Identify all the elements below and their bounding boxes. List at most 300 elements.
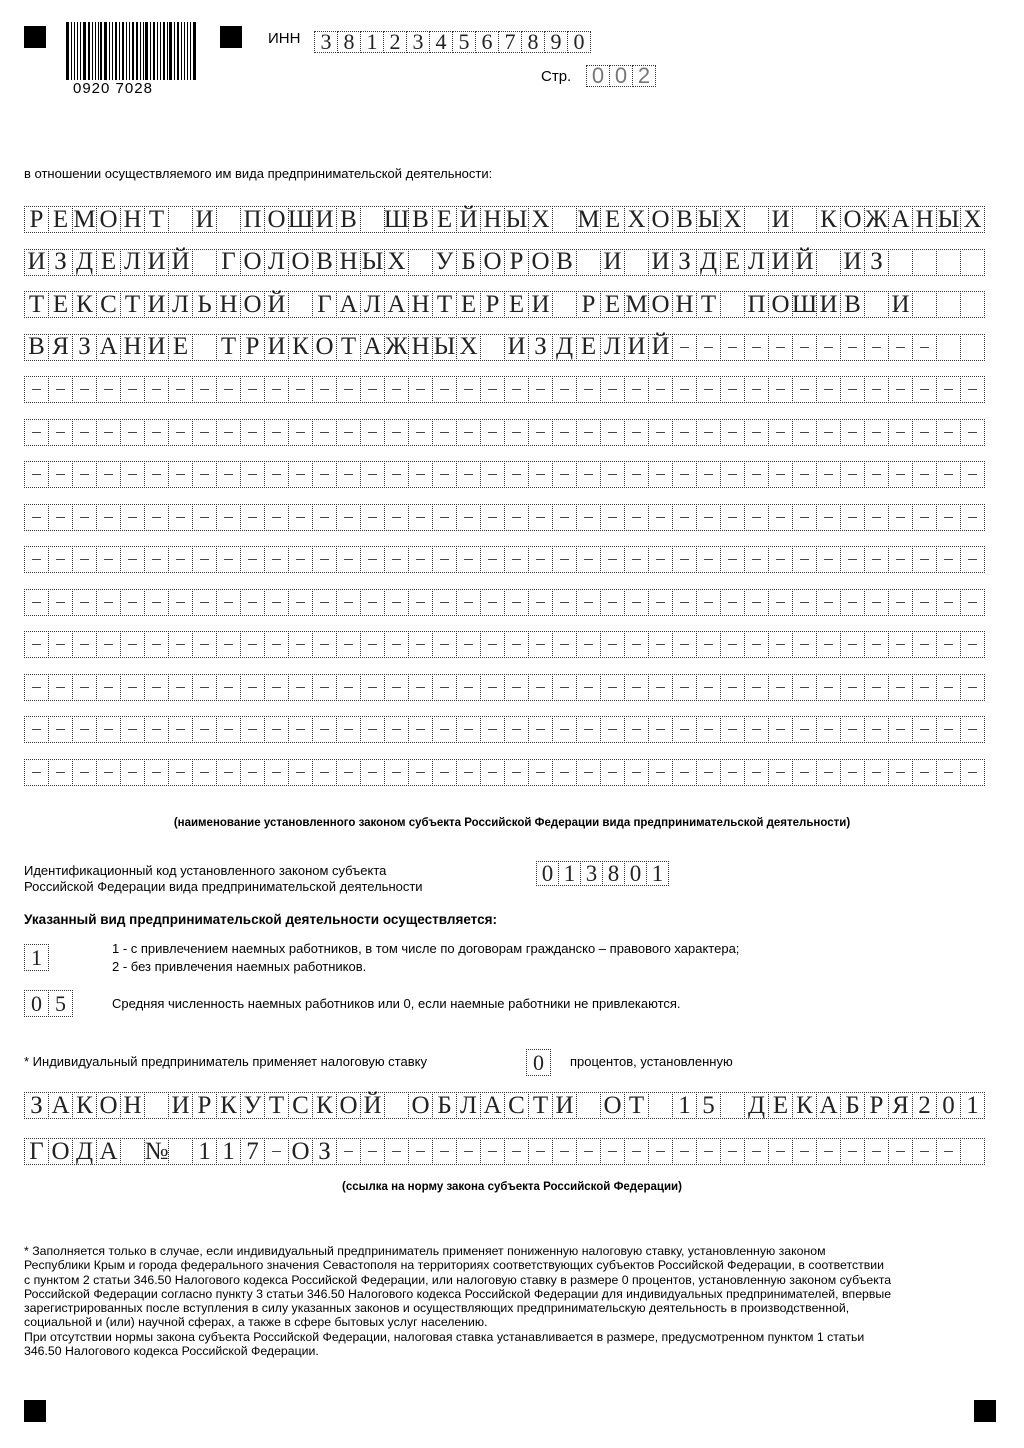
- letter-cell[interactable]: [216, 589, 241, 616]
- letter-cell[interactable]: [48, 546, 73, 573]
- letter-cell[interactable]: [240, 546, 265, 573]
- letter-cell[interactable]: [336, 716, 361, 743]
- letter-cell[interactable]: [696, 589, 721, 616]
- letter-cell[interactable]: [552, 631, 577, 658]
- letter-cell[interactable]: [288, 631, 313, 658]
- letter-cell[interactable]: [360, 419, 385, 446]
- letter-cell[interactable]: О: [648, 206, 673, 233]
- letter-cell[interactable]: Е: [600, 291, 625, 318]
- letter-cell[interactable]: 1: [672, 1092, 697, 1119]
- letter-cell[interactable]: [672, 631, 697, 658]
- letter-cell[interactable]: [384, 674, 409, 701]
- letter-cell[interactable]: [816, 716, 841, 743]
- letter-cell[interactable]: Д: [696, 249, 721, 276]
- letter-cell[interactable]: [96, 674, 121, 701]
- letter-cell[interactable]: [120, 546, 145, 573]
- letter-cell[interactable]: [72, 589, 97, 616]
- letter-cell[interactable]: [24, 376, 49, 403]
- letter-cell[interactable]: [792, 461, 817, 488]
- letter-cell[interactable]: [144, 759, 169, 786]
- letter-cell[interactable]: И: [528, 291, 553, 318]
- letter-cell[interactable]: [432, 759, 457, 786]
- letter-cell[interactable]: [240, 674, 265, 701]
- letter-cell[interactable]: [648, 546, 673, 573]
- letter-cell[interactable]: Т: [144, 206, 169, 233]
- letter-cell[interactable]: Е: [48, 206, 73, 233]
- letter-cell[interactable]: Е: [576, 334, 601, 361]
- letter-cell[interactable]: [264, 631, 289, 658]
- letter-cell[interactable]: [336, 461, 361, 488]
- employees-digit-cell[interactable]: 5: [48, 990, 73, 1017]
- letter-cell[interactable]: [192, 589, 217, 616]
- letter-cell[interactable]: [144, 1092, 169, 1119]
- letter-cell[interactable]: [192, 249, 217, 276]
- letter-cell[interactable]: [504, 546, 529, 573]
- letter-cell[interactable]: [288, 419, 313, 446]
- letter-cell[interactable]: [912, 631, 937, 658]
- letter-cell[interactable]: [24, 716, 49, 743]
- letter-cell[interactable]: О: [528, 249, 553, 276]
- letter-cell[interactable]: [744, 631, 769, 658]
- letter-cell[interactable]: [888, 674, 913, 701]
- letter-cell[interactable]: Л: [120, 249, 145, 276]
- letter-cell[interactable]: В: [840, 291, 865, 318]
- letter-cell[interactable]: [480, 334, 505, 361]
- letter-cell[interactable]: 2: [912, 1092, 937, 1119]
- letter-cell[interactable]: [384, 631, 409, 658]
- letter-cell[interactable]: [936, 504, 961, 531]
- letter-cell[interactable]: И: [144, 334, 169, 361]
- letter-cell[interactable]: [120, 631, 145, 658]
- letter-cell[interactable]: [456, 461, 481, 488]
- letter-cell[interactable]: Н: [408, 334, 433, 361]
- letter-cell[interactable]: [792, 1138, 817, 1165]
- letter-cell[interactable]: [672, 504, 697, 531]
- letter-cell[interactable]: [480, 716, 505, 743]
- letter-cell[interactable]: [768, 376, 793, 403]
- letter-cell[interactable]: Т: [336, 334, 361, 361]
- letter-cell[interactable]: [696, 1138, 721, 1165]
- letter-cell[interactable]: [624, 376, 649, 403]
- letter-cell[interactable]: [672, 1138, 697, 1165]
- letter-cell[interactable]: [480, 376, 505, 403]
- letter-cell[interactable]: [864, 716, 889, 743]
- letter-cell[interactable]: [768, 589, 793, 616]
- letter-cell[interactable]: И: [24, 249, 49, 276]
- letter-cell[interactable]: Й: [360, 1092, 385, 1119]
- letter-cell[interactable]: [192, 631, 217, 658]
- letter-cell[interactable]: [384, 716, 409, 743]
- letter-cell[interactable]: М: [625, 290, 648, 318]
- letter-cell[interactable]: [648, 674, 673, 701]
- letter-cell[interactable]: [264, 546, 289, 573]
- letter-cell[interactable]: В: [408, 206, 433, 233]
- letter-cell[interactable]: [168, 546, 193, 573]
- letter-cell[interactable]: О: [96, 1092, 121, 1119]
- letter-cell[interactable]: [672, 759, 697, 786]
- letter-cell[interactable]: [432, 716, 457, 743]
- letter-cell[interactable]: [360, 206, 385, 233]
- letter-cell[interactable]: И: [624, 334, 649, 361]
- letter-cell[interactable]: И: [504, 334, 529, 361]
- letter-cell[interactable]: Е: [768, 1092, 793, 1119]
- letter-cell[interactable]: [288, 589, 313, 616]
- letter-cell[interactable]: [408, 759, 433, 786]
- letter-cell[interactable]: [192, 461, 217, 488]
- letter-cell[interactable]: [216, 674, 241, 701]
- letter-cell[interactable]: [168, 504, 193, 531]
- letter-cell[interactable]: [936, 631, 961, 658]
- letter-cell[interactable]: П: [744, 291, 769, 318]
- letter-cell[interactable]: [840, 334, 865, 361]
- letter-cell[interactable]: [624, 759, 649, 786]
- letter-cell[interactable]: В: [24, 334, 49, 361]
- letter-cell[interactable]: [288, 504, 313, 531]
- letter-cell[interactable]: И: [144, 249, 169, 276]
- letter-cell[interactable]: [168, 631, 193, 658]
- letter-cell[interactable]: [264, 1138, 289, 1165]
- letter-cell[interactable]: [960, 291, 985, 318]
- letter-cell[interactable]: [24, 504, 49, 531]
- letter-cell[interactable]: [864, 419, 889, 446]
- letter-cell[interactable]: [936, 419, 961, 446]
- letter-cell[interactable]: И: [600, 249, 625, 276]
- letter-cell[interactable]: [504, 716, 529, 743]
- letter-cell[interactable]: Ы: [505, 205, 528, 233]
- letter-cell[interactable]: [552, 716, 577, 743]
- letter-cell[interactable]: [672, 546, 697, 573]
- page-digit-cell[interactable]: 0: [609, 65, 633, 87]
- letter-cell[interactable]: [120, 589, 145, 616]
- letter-cell[interactable]: [408, 1138, 433, 1165]
- letter-cell[interactable]: [648, 716, 673, 743]
- letter-cell[interactable]: [960, 759, 985, 786]
- letter-cell[interactable]: [432, 589, 457, 616]
- letter-cell[interactable]: [912, 759, 937, 786]
- code-digit-cell[interactable]: 8: [602, 861, 625, 886]
- letter-cell[interactable]: А: [96, 1138, 121, 1165]
- letter-cell[interactable]: [888, 546, 913, 573]
- letter-cell[interactable]: [216, 631, 241, 658]
- letter-cell[interactable]: [744, 1138, 769, 1165]
- letter-cell[interactable]: Л: [456, 1092, 481, 1119]
- letter-cell[interactable]: [408, 504, 433, 531]
- letter-cell[interactable]: [888, 759, 913, 786]
- letter-cell[interactable]: [192, 419, 217, 446]
- letter-cell[interactable]: [336, 1138, 361, 1165]
- letter-cell[interactable]: [480, 461, 505, 488]
- letter-cell[interactable]: [120, 1138, 145, 1165]
- letter-cell[interactable]: [96, 546, 121, 573]
- letter-cell[interactable]: [144, 674, 169, 701]
- code-digit-cell[interactable]: 1: [646, 861, 669, 886]
- letter-cell[interactable]: [936, 334, 961, 361]
- letter-cell[interactable]: [912, 674, 937, 701]
- letter-cell[interactable]: О: [408, 1092, 433, 1119]
- letter-cell[interactable]: С: [96, 291, 121, 318]
- letter-cell[interactable]: Ш: [287, 205, 314, 233]
- letter-cell[interactable]: Е: [432, 206, 457, 233]
- letter-cell[interactable]: [648, 376, 673, 403]
- letter-cell[interactable]: [528, 376, 553, 403]
- letter-cell[interactable]: [384, 589, 409, 616]
- letter-cell[interactable]: [744, 546, 769, 573]
- letter-cell[interactable]: А: [816, 1092, 841, 1119]
- letter-cell[interactable]: [624, 546, 649, 573]
- letter-cell[interactable]: [720, 716, 745, 743]
- letter-cell[interactable]: Н: [120, 206, 145, 233]
- letter-cell[interactable]: [336, 674, 361, 701]
- letter-cell[interactable]: [192, 716, 217, 743]
- page-digit-cell[interactable]: 0: [586, 65, 610, 87]
- letter-cell[interactable]: [432, 461, 457, 488]
- letter-cell[interactable]: [384, 504, 409, 531]
- letter-cell[interactable]: [240, 589, 265, 616]
- letter-cell[interactable]: [792, 419, 817, 446]
- letter-cell[interactable]: [840, 716, 865, 743]
- letter-cell[interactable]: [864, 674, 889, 701]
- letter-cell[interactable]: [816, 759, 841, 786]
- letter-cell[interactable]: К: [312, 1092, 337, 1119]
- letter-cell[interactable]: [312, 674, 337, 701]
- letter-cell[interactable]: 1: [216, 1138, 241, 1165]
- letter-cell[interactable]: [312, 419, 337, 446]
- inn-digit-cell[interactable]: 1: [360, 31, 384, 53]
- letter-cell[interactable]: [504, 759, 529, 786]
- letter-cell[interactable]: [792, 631, 817, 658]
- letter-cell[interactable]: Р: [480, 291, 505, 318]
- letter-cell[interactable]: [456, 546, 481, 573]
- inn-digit-cell[interactable]: 8: [337, 31, 361, 53]
- letter-cell[interactable]: З: [72, 334, 97, 361]
- letter-cell[interactable]: Ш: [383, 205, 410, 233]
- letter-cell[interactable]: [312, 716, 337, 743]
- letter-cell[interactable]: [864, 546, 889, 573]
- inn-digit-cell[interactable]: 2: [383, 31, 407, 53]
- letter-cell[interactable]: [576, 419, 601, 446]
- letter-cell[interactable]: М: [577, 205, 600, 233]
- letter-cell[interactable]: [864, 759, 889, 786]
- letter-cell[interactable]: [480, 419, 505, 446]
- letter-cell[interactable]: Е: [168, 334, 193, 361]
- letter-cell[interactable]: [504, 674, 529, 701]
- letter-cell[interactable]: [720, 504, 745, 531]
- inn-digit-cell[interactable]: 0: [567, 31, 591, 53]
- letter-cell[interactable]: Е: [720, 249, 745, 276]
- letter-cell[interactable]: [528, 674, 553, 701]
- letter-cell[interactable]: [912, 504, 937, 531]
- letter-cell[interactable]: Р: [24, 206, 49, 233]
- letter-cell[interactable]: [456, 716, 481, 743]
- letter-cell[interactable]: Б: [456, 249, 481, 276]
- letter-cell[interactable]: [72, 631, 97, 658]
- letter-cell[interactable]: [696, 461, 721, 488]
- inn-digit-cell[interactable]: 4: [429, 31, 453, 53]
- letter-cell[interactable]: [744, 206, 769, 233]
- letter-cell[interactable]: К: [72, 1092, 97, 1119]
- letter-cell[interactable]: [552, 206, 577, 233]
- letter-cell[interactable]: З: [48, 249, 73, 276]
- letter-cell[interactable]: [936, 674, 961, 701]
- letter-cell[interactable]: [96, 589, 121, 616]
- letter-cell[interactable]: О: [336, 1092, 361, 1119]
- letter-cell[interactable]: [816, 674, 841, 701]
- letter-cell[interactable]: [336, 589, 361, 616]
- letter-cell[interactable]: [504, 589, 529, 616]
- letter-cell[interactable]: [912, 589, 937, 616]
- letter-cell[interactable]: [576, 631, 601, 658]
- letter-cell[interactable]: О: [240, 291, 265, 318]
- letter-cell[interactable]: [72, 674, 97, 701]
- letter-cell[interactable]: [72, 376, 97, 403]
- letter-cell[interactable]: [552, 376, 577, 403]
- letter-cell[interactable]: О: [288, 249, 313, 276]
- letter-cell[interactable]: Ж: [865, 205, 888, 233]
- letter-cell[interactable]: Х: [456, 334, 481, 361]
- letter-cell[interactable]: [504, 631, 529, 658]
- letter-cell[interactable]: [864, 631, 889, 658]
- letter-cell[interactable]: [936, 376, 961, 403]
- letter-cell[interactable]: [792, 589, 817, 616]
- letter-cell[interactable]: К: [72, 291, 97, 318]
- letter-cell[interactable]: [168, 419, 193, 446]
- letter-cell[interactable]: Х: [384, 249, 409, 276]
- letter-cell[interactable]: [360, 546, 385, 573]
- letter-cell[interactable]: Х: [720, 206, 745, 233]
- letter-cell[interactable]: [696, 334, 721, 361]
- letter-cell[interactable]: [816, 376, 841, 403]
- letter-cell[interactable]: [96, 716, 121, 743]
- letter-cell[interactable]: Р: [192, 1092, 217, 1119]
- letter-cell[interactable]: [168, 461, 193, 488]
- letter-cell[interactable]: [408, 461, 433, 488]
- letter-cell[interactable]: В: [312, 249, 337, 276]
- letter-cell[interactable]: [816, 334, 841, 361]
- letter-cell[interactable]: [336, 376, 361, 403]
- letter-cell[interactable]: [648, 631, 673, 658]
- letter-cell[interactable]: [576, 759, 601, 786]
- letter-cell[interactable]: [336, 759, 361, 786]
- letter-cell[interactable]: [600, 461, 625, 488]
- letter-cell[interactable]: [936, 291, 961, 318]
- letter-cell[interactable]: [960, 461, 985, 488]
- letter-cell[interactable]: [720, 376, 745, 403]
- letter-cell[interactable]: [408, 589, 433, 616]
- letter-cell[interactable]: [720, 419, 745, 446]
- letter-cell[interactable]: [912, 249, 937, 276]
- letter-cell[interactable]: Н: [408, 291, 433, 318]
- letter-cell[interactable]: [768, 674, 793, 701]
- letter-cell[interactable]: [912, 546, 937, 573]
- letter-cell[interactable]: [240, 504, 265, 531]
- letter-cell[interactable]: [672, 461, 697, 488]
- letter-cell[interactable]: [432, 546, 457, 573]
- letter-cell[interactable]: [504, 376, 529, 403]
- letter-cell[interactable]: [336, 504, 361, 531]
- letter-cell[interactable]: [48, 589, 73, 616]
- letter-cell[interactable]: [696, 631, 721, 658]
- letter-cell[interactable]: [864, 1138, 889, 1165]
- letter-cell[interactable]: [864, 376, 889, 403]
- letter-cell[interactable]: [384, 376, 409, 403]
- letter-cell[interactable]: [48, 674, 73, 701]
- letter-cell[interactable]: Н: [120, 1092, 145, 1119]
- letter-cell[interactable]: П: [240, 206, 265, 233]
- letter-cell[interactable]: [456, 1138, 481, 1165]
- inn-digit-cell[interactable]: 7: [498, 31, 522, 53]
- letter-cell[interactable]: [840, 1138, 865, 1165]
- letter-cell[interactable]: О: [264, 206, 289, 233]
- letter-cell[interactable]: [432, 419, 457, 446]
- letter-cell[interactable]: [768, 1138, 793, 1165]
- letter-cell[interactable]: [528, 419, 553, 446]
- letter-cell[interactable]: А: [96, 334, 121, 361]
- letter-cell[interactable]: [888, 1138, 913, 1165]
- letter-cell[interactable]: [336, 419, 361, 446]
- letter-cell[interactable]: [456, 631, 481, 658]
- letter-cell[interactable]: [456, 589, 481, 616]
- letter-cell[interactable]: [720, 631, 745, 658]
- letter-cell[interactable]: [528, 1138, 553, 1165]
- letter-cell[interactable]: [24, 631, 49, 658]
- letter-cell[interactable]: [960, 419, 985, 446]
- letter-cell[interactable]: [888, 334, 913, 361]
- letter-cell[interactable]: [72, 461, 97, 488]
- letter-cell[interactable]: [696, 376, 721, 403]
- letter-cell[interactable]: [408, 546, 433, 573]
- letter-cell[interactable]: [360, 461, 385, 488]
- letter-cell[interactable]: 5: [696, 1092, 721, 1119]
- letter-cell[interactable]: Л: [264, 249, 289, 276]
- letter-cell[interactable]: И: [816, 291, 841, 318]
- letter-cell[interactable]: [168, 589, 193, 616]
- letter-cell[interactable]: Д: [72, 1138, 97, 1165]
- letter-cell[interactable]: [408, 631, 433, 658]
- letter-cell[interactable]: Ь: [192, 291, 217, 318]
- code-digit-cell[interactable]: 0: [536, 861, 559, 886]
- letter-cell[interactable]: [144, 546, 169, 573]
- letter-cell[interactable]: [600, 716, 625, 743]
- letter-cell[interactable]: 1: [960, 1092, 985, 1119]
- letter-cell[interactable]: В: [552, 249, 577, 276]
- letter-cell[interactable]: И: [888, 291, 913, 318]
- letter-cell[interactable]: [120, 674, 145, 701]
- letter-cell[interactable]: [216, 461, 241, 488]
- letter-cell[interactable]: [264, 589, 289, 616]
- letter-cell[interactable]: [840, 461, 865, 488]
- letter-cell[interactable]: [672, 334, 697, 361]
- letter-cell[interactable]: В: [336, 206, 361, 233]
- letter-cell[interactable]: [600, 589, 625, 616]
- letter-cell[interactable]: [960, 546, 985, 573]
- letter-cell[interactable]: [192, 674, 217, 701]
- letter-cell[interactable]: [336, 631, 361, 658]
- letter-cell[interactable]: [24, 461, 49, 488]
- letter-cell[interactable]: [456, 376, 481, 403]
- letter-cell[interactable]: [960, 631, 985, 658]
- letter-cell[interactable]: [840, 419, 865, 446]
- letter-cell[interactable]: [384, 1138, 409, 1165]
- letter-cell[interactable]: [264, 376, 289, 403]
- letter-cell[interactable]: И: [192, 206, 217, 233]
- letter-cell[interactable]: [912, 461, 937, 488]
- rate-cell[interactable]: 0: [526, 1049, 551, 1076]
- letter-cell[interactable]: [648, 759, 673, 786]
- code-digit-cell[interactable]: 1: [558, 861, 581, 886]
- letter-cell[interactable]: [960, 589, 985, 616]
- letter-cell[interactable]: Й: [792, 249, 817, 276]
- letter-cell[interactable]: [408, 716, 433, 743]
